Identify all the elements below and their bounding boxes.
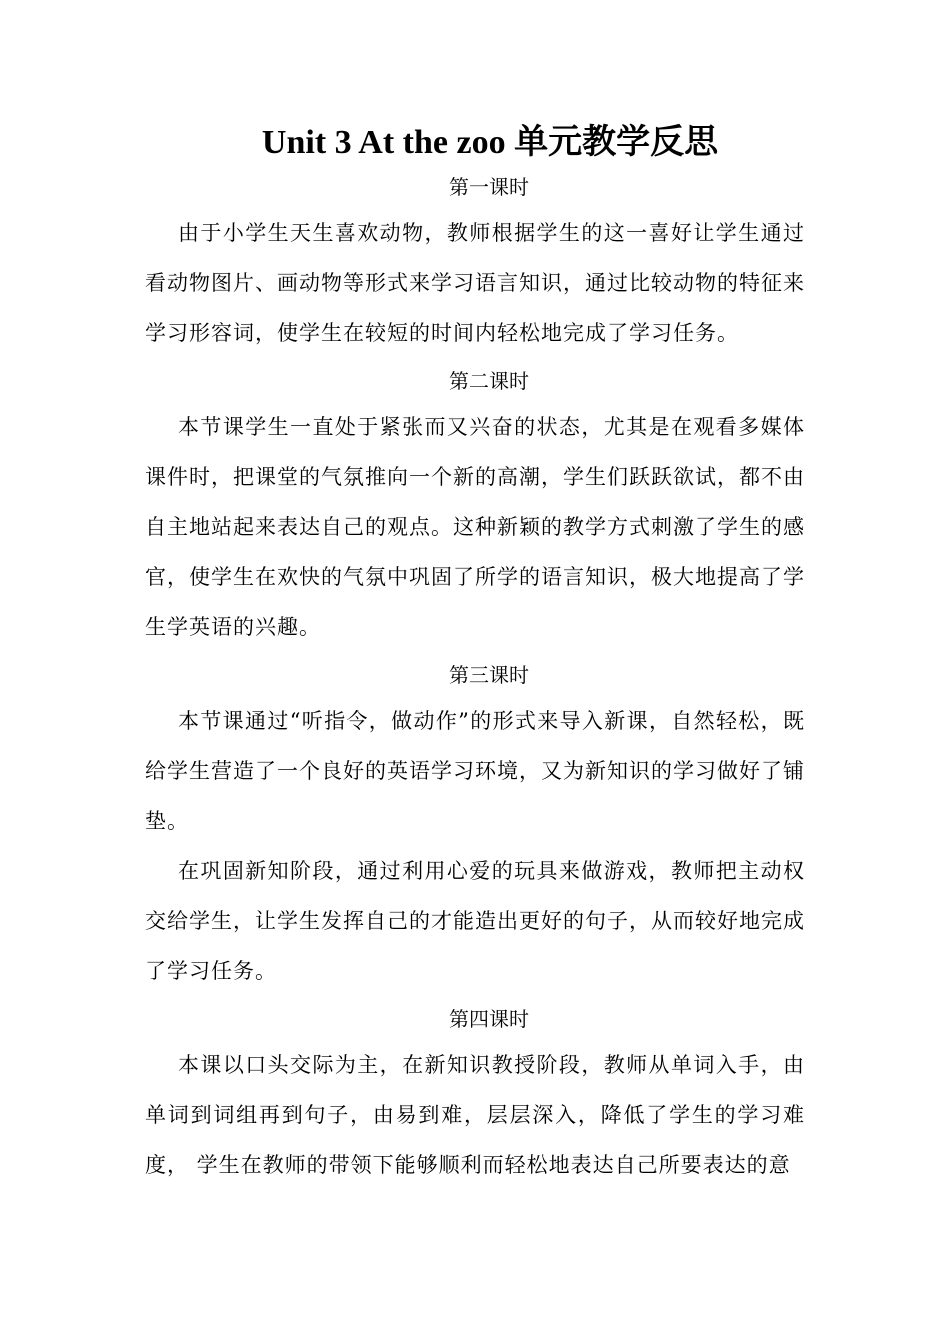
paragraph: 在巩固新知阶段，通过利用心爱的玩具来做游戏，教师把主动权交给学生，让学生发挥自己的才能造出更好的句子，从而较好地完成了学习任务。: [145, 859, 805, 983]
document-body: [145, 118, 805, 1198]
section-heading: 第三课时: [449, 663, 529, 687]
section-lesson-1: [145, 172, 805, 358]
paragraph: 本节课通过“听指令，做动作”的形式来导入新课，自然轻松，既给学生营造了一个良好的英语学习环境，又为新知识的学习做好了铺垫。: [145, 709, 805, 833]
section-heading: 第一课时: [449, 175, 529, 199]
section-heading: 第二课时: [449, 369, 529, 393]
document-title: Unit 3 At the zoo 单元教学反思: [261, 124, 719, 161]
section-lesson-4: [145, 1004, 805, 1190]
paragraph: 本节课学生一直处于紧张而又兴奋的状态，尤其是在观看多媒体课件时，把课堂的气氛推向一个新的高潮，学生们跃跃欲试，都不由自主地站起来表达自己的观点。这种新颖的教学方式刺激了学生的感官，使学生在欢快的气氛中巩固了所学的语言知识，极大地提高了学生学英语的兴趣。: [145, 415, 805, 639]
section-lesson-3: [145, 660, 805, 996]
section-lesson-2: [145, 366, 805, 652]
section-heading: 第四课时: [449, 1007, 529, 1031]
paragraph: 由于小学生天生喜欢动物，教师根据学生的这一喜好让学生通过看动物图片、画动物等形式来学习语言知识，通过比较动物的特征来学习形容词，使学生在较短的时间内轻松地完成了学习任务。: [145, 221, 805, 345]
paragraph: 本课以口头交际为主，在新知识教授阶段，教师从单词入手，由单词到词组再到句子，由易到难，层层深入，降低了学生的学习难度， 学生在教师的带领下能够顺利而轻松地表达自己所要表达的意: [145, 1053, 805, 1177]
